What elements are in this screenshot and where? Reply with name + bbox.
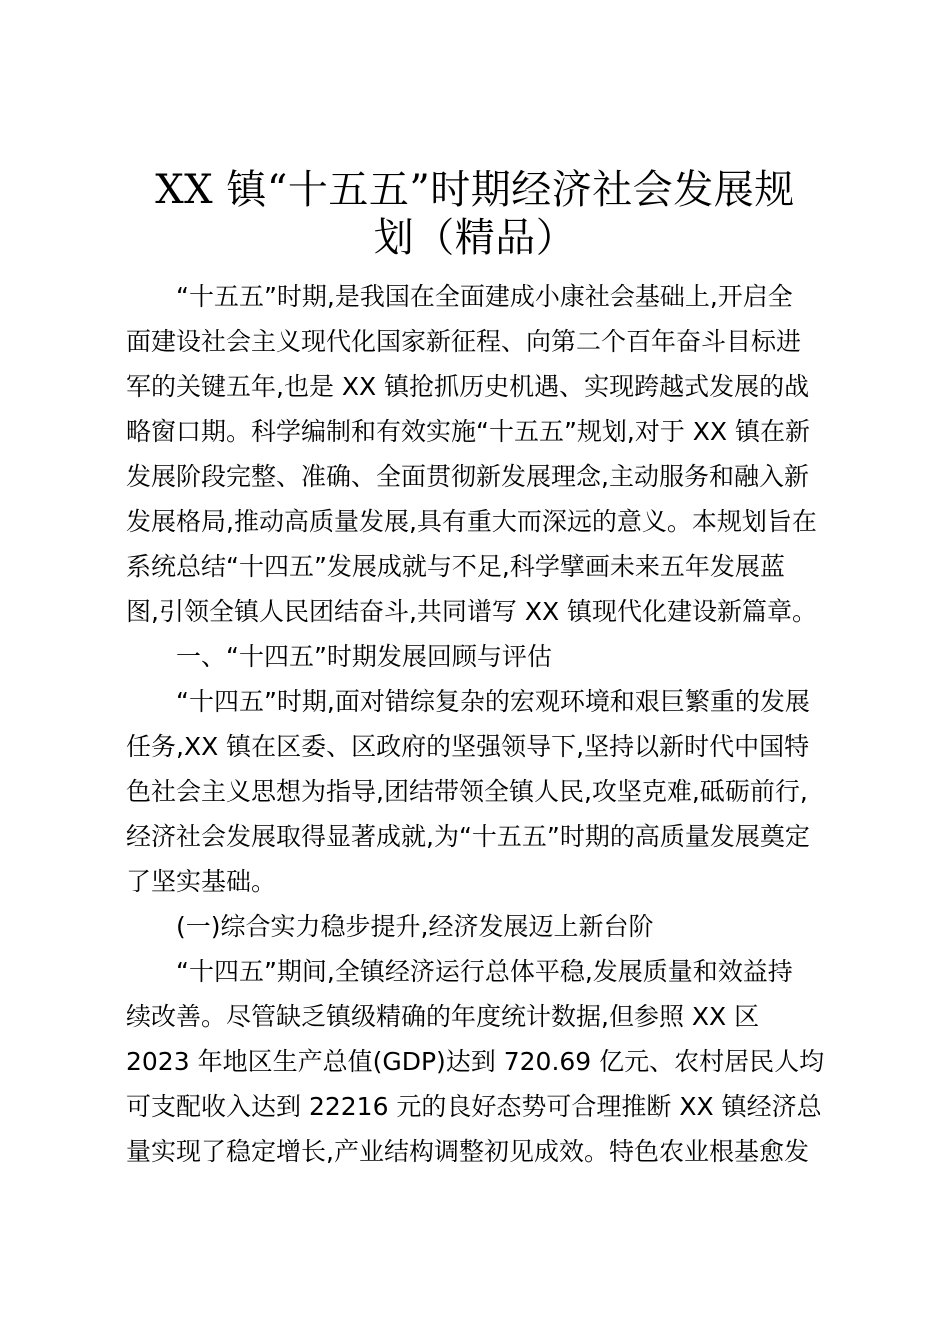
paragraph-line: 面建设社会主义现代化国家新征程、向第二个百年奋斗目标进: [126, 327, 802, 356]
title-line-2: 划（精品）: [373, 215, 577, 261]
paragraph-line: “十四五”期间,全镇经济运行总体平稳,发展质量和效益持: [176, 957, 793, 986]
paragraph-line: 2023 年地区生产总值(GDP)达到 720.69 亿元、农村居民人均: [126, 1047, 825, 1076]
paragraph-line: “十四五”时期,面对错综复杂的宏观环境和艰巨繁重的发展: [176, 687, 810, 716]
document-body: [126, 274, 838, 1174]
subsection-heading: (一)综合实力稳步提升,经济发展迈上新台阶: [176, 912, 654, 941]
paragraph-line: 系统总结“十四五”发展成就与不足,科学擘画未来五年发展蓝: [126, 552, 785, 581]
section-heading: 一、“十四五”时期发展回顾与评估: [176, 642, 552, 671]
title-line-1: XX 镇“十五五”时期经济社会发展规: [155, 167, 795, 213]
paragraph-line: 续改善。尽管缺乏镇级精确的年度统计数据,但参照 XX 区: [126, 1002, 760, 1031]
paragraph-line: 军的关键五年,也是 XX 镇抢抓历史机遇、实现跨越式发展的战: [126, 372, 810, 401]
paragraph-line: 任务,XX 镇在区委、区政府的坚强领导下,坚持以新时代中国特: [126, 732, 810, 761]
paragraph-line: 发展阶段完整、准确、全面贯彻新发展理念,主动服务和融入新: [126, 462, 809, 491]
paragraph-line: “十五五”时期,是我国在全面建成小康社会基础上,开启全: [176, 282, 793, 311]
paragraph-line: 发展格局,推动高质量发展,具有重大而深远的意义。本规划旨在: [126, 507, 817, 536]
paragraph-line: 图,引领全镇人民团结奋斗,共同谱写 XX 镇现代化建设新篇章。: [126, 597, 818, 626]
document-title: [120, 166, 830, 262]
paragraph-line: 了坚实基础。: [126, 867, 277, 896]
paragraph-line: 量实现了稳定增长,产业结构调整初见成效。特色农业根基愈发: [126, 1137, 809, 1166]
paragraph-line: 经济社会发展取得显著成就,为“十五五”时期的高质量发展奠定: [126, 822, 810, 851]
paragraph-line: 略窗口期。科学编制和有效实施“十五五”规划,对于 XX 镇在新: [126, 417, 810, 446]
paragraph-line: 可支配收入达到 22216 元的良好态势可合理推断 XX 镇经济总: [126, 1092, 822, 1121]
paragraph-line: 色社会主义思想为指导,团结带领全镇人民,攻坚克难,砥砺前行,: [126, 777, 808, 806]
